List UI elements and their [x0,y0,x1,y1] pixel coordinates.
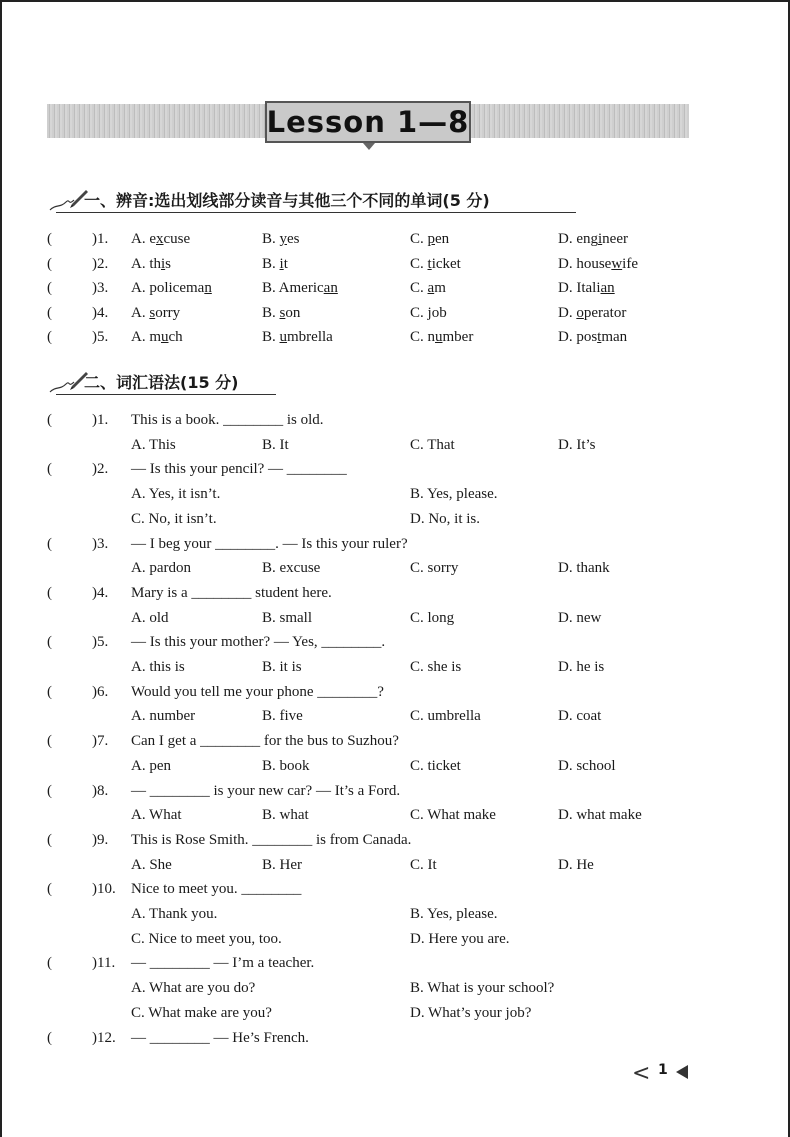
options-row [0,903,790,925]
option-text: C. What make [410,807,496,824]
question-stem: Mary is a ________ student here. [131,584,332,601]
question-row [0,878,790,900]
underlined-sound: u [161,329,169,346]
option-text: A. Thank you. [131,906,218,922]
question-number: )1. [92,231,109,247]
answer-paren-open: ( [47,584,52,601]
answer-paren-open: ( [47,280,52,297]
question-number: )4. [92,304,109,321]
section-2-title: 二、词汇语法(15 分) [84,373,239,392]
option-text: A. sorry [131,304,181,321]
option-text: A. old [131,609,169,626]
option-text: A. pardon [131,560,191,577]
answer-paren-open: ( [47,461,52,478]
question-row [0,253,790,275]
question-number: )2. [92,255,109,272]
question-stem: — Is this your pencil? — ________ [131,461,347,478]
lesson-title: Lesson 1—8 [266,105,470,139]
options-row [0,557,790,579]
question-row [0,302,790,324]
options-row [0,977,790,999]
section-1-title: 一、辨音:选出划线部分读音与其他三个不同的单词(5 分) [84,191,490,210]
underlined-sound: an [323,280,338,297]
option-text: B. umbrella [262,329,333,346]
underlined-sound: s [149,304,156,321]
question-number: )6. [92,683,109,700]
option-text: B. What is your school? [410,980,555,997]
answer-paren-open: ( [47,304,52,321]
options-row [0,656,790,678]
option-text: B. son [262,304,301,321]
question-row [0,326,790,348]
answer-paren-open: ( [47,955,52,972]
question-number: )1. [92,412,109,428]
option-text: B. it is [262,659,302,675]
question-stem: Can I get a ________ for the bus to Suzhou? [131,733,399,750]
option-text: C. That [410,436,455,453]
question-row [0,582,790,604]
option-text: D. He [558,856,594,873]
option-text: D. It’s [558,436,596,453]
option-text: C. long [410,609,455,626]
option-text: A. this is [131,659,185,675]
option-text: D. school [558,757,616,774]
option-text: A. number [131,708,196,725]
question-row [0,277,790,299]
question-number: )3. [92,535,109,552]
answer-paren-open: ( [47,412,52,428]
option-text: A. Yes, it isn’t. [131,486,221,503]
option-text: D. engineer [558,231,628,247]
option-text: C. umbrella [410,708,481,725]
option-text: D. What’s your job? [410,1004,532,1021]
underlined-sound: u [435,329,443,346]
banner-pointer-icon [363,143,375,150]
option-text: D. thank [558,560,610,577]
underlined-sound: n [204,280,212,297]
option-text: C. pen [410,231,450,247]
option-text: B. excuse [262,560,321,577]
answer-paren-open: ( [47,733,52,750]
question-number: )8. [92,782,109,799]
option-text: A. excuse [131,231,191,247]
option-text: D. Here you are. [410,930,510,947]
option-text: C. am [410,280,446,297]
option-text: B. yes [262,231,300,247]
question-number: )5. [92,329,109,346]
underlined-sound: i [161,255,166,272]
underlined-sound: x [156,231,164,247]
option-text: B. five [262,708,303,725]
question-stem: — ________ — I’m a teacher. [131,955,315,972]
underlined-sound: y [279,231,288,247]
option-text: D. he is [558,659,605,675]
options-row [0,755,790,777]
option-text: C. ticket [410,757,461,774]
option-text: D. housewife [558,255,638,272]
question-stem: — Is this your mother? — Yes, ________. [131,634,386,651]
underlined-sound: t [597,329,602,346]
answer-paren-open: ( [47,683,52,700]
option-text: A. policeman [131,280,212,297]
question-row [0,952,790,974]
option-text: C. What make are you? [131,1004,272,1021]
underlined-sound: o [576,304,584,321]
underlined-sound: an [600,280,615,297]
option-text: B. small [262,609,313,626]
pen-icon [46,186,88,214]
option-text: D. what make [558,807,642,824]
page-number-value: 1 [658,1062,668,1078]
underlined-sound: u [279,329,288,346]
question-number: )11. [92,955,116,972]
underlined-sound: p [427,231,436,247]
question-row [0,730,790,752]
option-text: A. pen [131,757,171,774]
question-row [0,1027,790,1049]
options-row [0,434,790,456]
page-number [632,1059,694,1086]
options-row [0,1002,790,1024]
question-row [0,681,790,703]
option-text: A. What are you do? [131,980,256,997]
options-row [0,854,790,876]
option-text: B. American [262,280,338,297]
question-stem: This is a book. ________ is old. [131,412,324,428]
question-number: )12. [92,1029,116,1046]
question-stem: This is Rose Smith. ________ is from Canada. [131,831,412,848]
question-number: )9. [92,831,109,848]
question-stem: Would you tell me your phone ________? [131,683,384,700]
pen-icon [46,368,88,396]
underlined-sound: t [427,255,432,272]
question-row [0,228,790,250]
options-row [0,804,790,826]
option-text: D. operator [558,304,627,321]
underlined-sound: a [427,280,435,297]
answer-paren-open: ( [47,782,52,799]
options-row [0,508,790,530]
option-text: B. it [262,255,288,272]
question-number: )10. [92,881,116,898]
option-text: D. No, it is. [410,510,481,527]
options-row [0,607,790,629]
question-stem: Nice to meet you. ________ [131,881,302,898]
option-text: B. Yes, please. [410,906,498,922]
options-row [0,483,790,505]
question-row [0,458,790,480]
option-text: D. Italian [558,280,615,297]
question-number: )2. [92,461,109,478]
section-2-underline [56,394,276,395]
answer-paren-open: ( [47,329,52,346]
triangle-left-icon [676,1065,688,1079]
underlined-sound: w [611,255,623,272]
option-text: A. much [131,329,183,346]
question-number: )3. [92,280,109,297]
underlined-sound: i [279,255,284,272]
option-text: C. ticket [410,255,461,272]
answer-paren-open: ( [47,1029,52,1046]
answer-paren-open: ( [47,634,52,651]
question-number: )7. [92,733,109,750]
option-text: C. No, it isn’t. [131,510,217,527]
option-text: D. new [558,609,602,626]
option-text: C. It [410,856,437,873]
option-text: B. Yes, please. [410,486,498,503]
question-row [0,533,790,555]
option-text: C. number [410,329,474,346]
option-text: A. This [131,436,176,453]
question-number: )5. [92,634,109,651]
option-text: A. She [131,856,172,873]
answer-paren-open: ( [47,831,52,848]
question-stem: — I beg your ________. — Is this your ruler? [131,535,408,552]
option-text: C. sorry [410,560,459,577]
question-stem: — ________ is your new car? — It’s a Ford. [131,782,401,799]
underlined-sound: i [598,231,603,247]
question-row [0,780,790,802]
chevron-left-icon: < [632,1061,651,1086]
question-row [0,409,790,431]
underlined-sound: s [279,304,286,321]
option-text: D. postman [558,329,628,346]
option-text: C. Nice to meet you, too. [131,930,282,947]
answer-paren-open: ( [47,255,52,272]
question-row [0,829,790,851]
answer-paren-open: ( [47,231,52,247]
options-row [0,928,790,950]
option-text: C. she is [410,659,462,675]
option-text: B. book [262,757,310,774]
option-text: A. What [131,807,182,824]
answer-paren-open: ( [47,881,52,898]
option-text: A. this [131,255,172,272]
option-text: B. Her [262,856,302,873]
option-text: D. coat [558,708,602,725]
underlined-sound: j [427,304,432,321]
answer-paren-open: ( [47,535,52,552]
option-text: B. It [262,436,289,453]
options-row [0,705,790,727]
question-row [0,631,790,653]
section-1-underline [56,212,576,213]
question-number: )4. [92,584,109,601]
option-text: B. what [262,807,309,824]
option-text: C. job [410,304,447,321]
question-stem: — ________ — He’s French. [131,1029,309,1046]
